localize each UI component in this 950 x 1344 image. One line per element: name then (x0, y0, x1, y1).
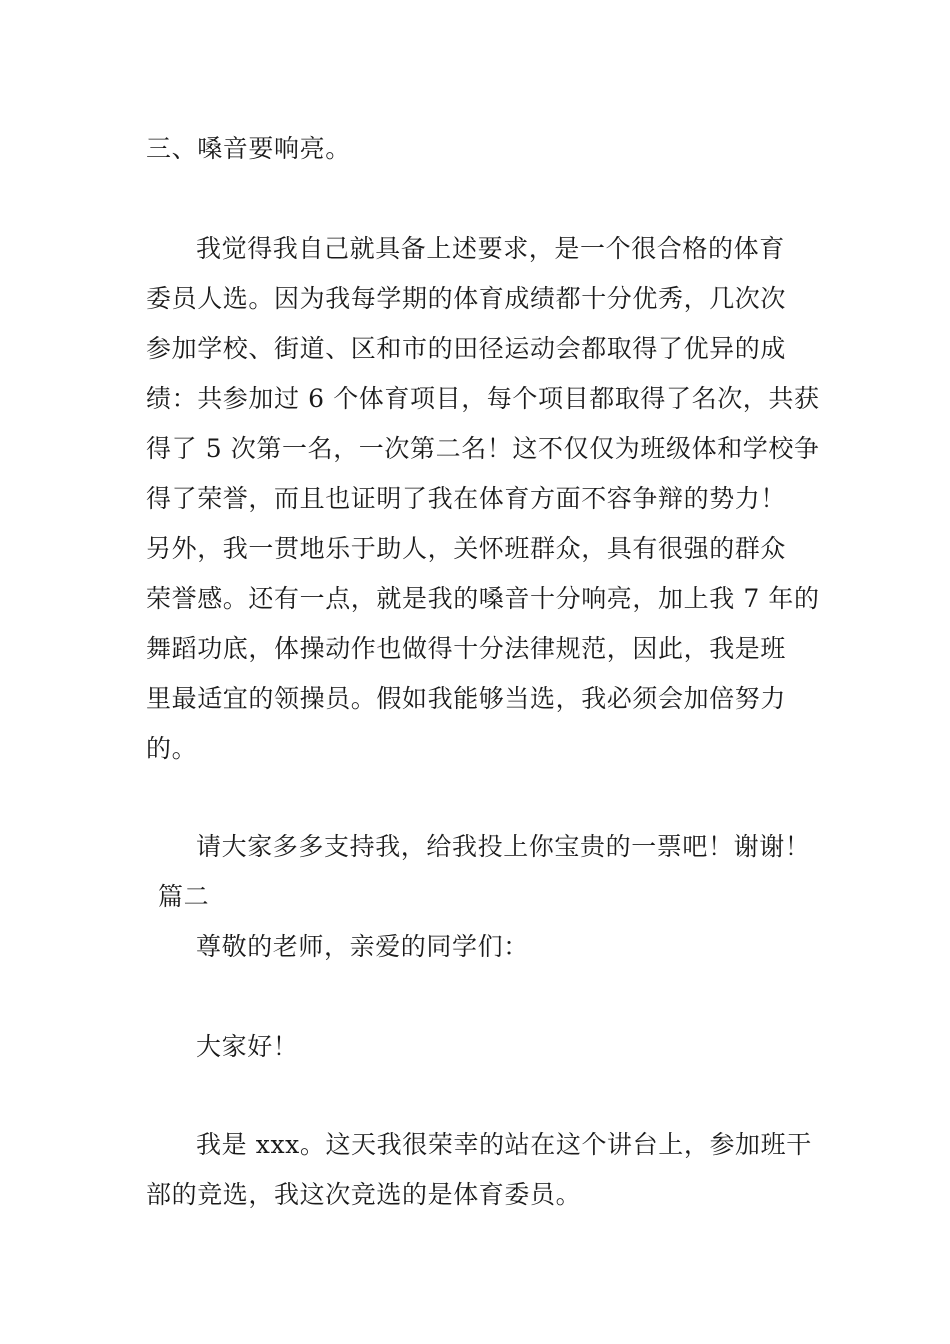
paragraph-line: 里最适宜的领操员。假如我能够当选，我必须会加倍努力 (146, 684, 787, 713)
paragraph-line: 另外，我一贯地乐于助人，关怀班群众，具有很强的群众 (146, 534, 787, 563)
paragraph-line: 参加学校、街道、区和市的田径运动会都取得了优异的成 (146, 334, 787, 363)
paragraph-line: 的。 (146, 734, 198, 763)
greeting: 大家好！ (196, 1032, 299, 1061)
paragraph-line: 我觉得我自己就具备上述要求，是一个很合格的体育 (196, 234, 785, 263)
paragraph-line: 荣誉感。还有一点，就是我的嗓音十分响亮，加上我 7 年的 (146, 584, 820, 613)
paragraph-line: 得了 5 次第一名，一次第二名！这不仅仅为班级体和学校争 (146, 434, 820, 463)
paragraph-line: 舞蹈功底，体操动作也做得十分法律规范，因此，我是班 (146, 634, 787, 663)
section-title: 三、嗓音要响亮。 (146, 134, 351, 163)
paragraph-line: 委员人选。因为我每学期的体育成绩都十分优秀，几次次 (146, 284, 787, 313)
part-heading: 篇二 (158, 882, 210, 911)
closing-line: 请大家多多支持我，给我投上你宝贵的一票吧！谢谢！ (196, 832, 811, 861)
paragraph-line: 部的竞选，我这次竞选的是体育委员。 (146, 1180, 582, 1209)
paragraph-line: 得了荣誉，而且也证明了我在体育方面不容争辩的势力！ (146, 484, 787, 513)
paragraph-line: 绩：共参加过 6 个体育项目，每个项目都取得了名次，共获 (146, 384, 820, 413)
paragraph-line: 我是 xxx。这天我很荣幸的站在这个讲台上，参加班干 (196, 1130, 812, 1159)
salutation: 尊敬的老师，亲爱的同学们： (196, 932, 529, 961)
